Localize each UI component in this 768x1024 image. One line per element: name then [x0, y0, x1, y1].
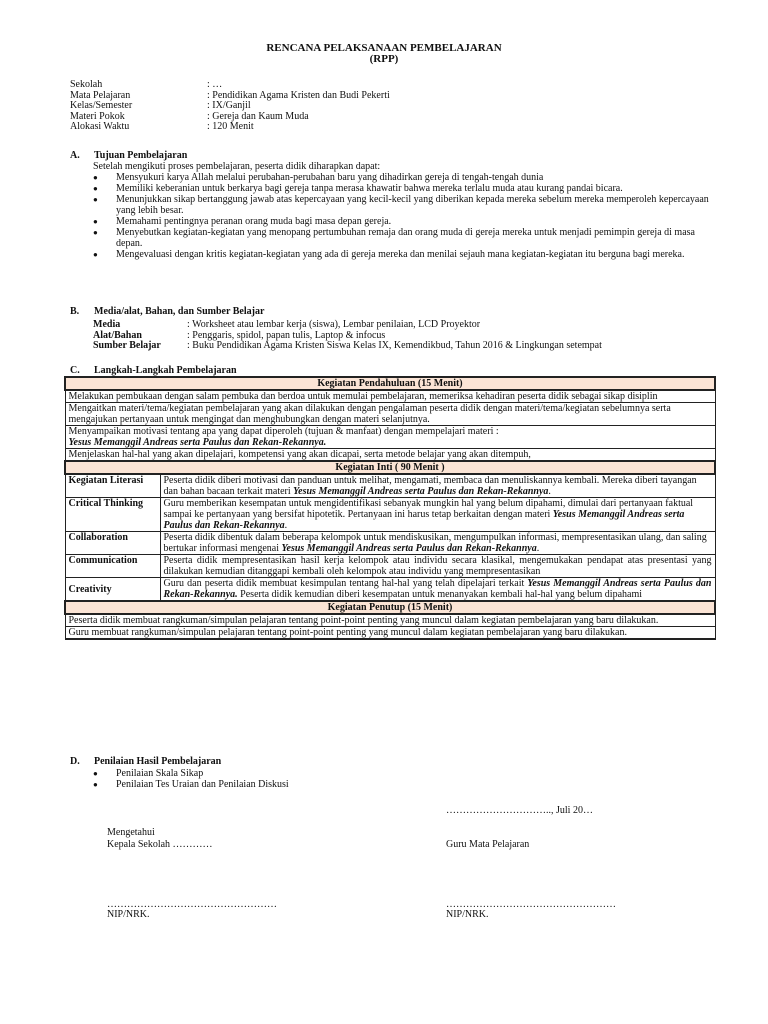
media-key: Media: [93, 319, 121, 330]
info-row: [70, 121, 390, 132]
activity-category: Critical Thinking: [65, 498, 160, 532]
section-b-heading: B. Media/alat, Bahan, dan Sumber Belajar: [70, 306, 265, 317]
table-cell: Mengaitkan materi/tema/kegiatan pembelajaran yang akan dilakukan dengan pengalaman peserta didik dengan materi/tema/kegiatan sebelumnya serta mengajukan pertanyaan untuk mengingat dan menghubungkan dengan materi selanjutnya.: [65, 403, 715, 426]
info-row: [70, 90, 390, 101]
info-block: [70, 79, 390, 132]
activity-text: Peserta didik diberi motivasi dan panduan untuk melihat, mengamati, membaca dan menuliskannya kembali. Mereka diberi tayangan dan bahan bacaan terkait materi Yesus Memanggil Andreas serta Paulus dan Rekan-Rekannya.: [160, 474, 715, 498]
info-value: : IX/Ganjil: [207, 100, 251, 111]
section-c-heading: C. Langkah-Langkah Pembelajaran: [70, 365, 237, 376]
table-cell: Peserta didik membuat rangkuman/simpulan pelajaran tentang point-point penting yang muncul dalam kegiatan pembelajaran yang baru dilakukan.: [65, 614, 715, 627]
pendahuluan-header: Kegiatan Pendahuluan (15 Menit): [65, 377, 715, 390]
table-cell: Melakukan pembukaan dengan salam pembuka dan berdoa untuk memulai pembelajaran, memeriksa kehadiran peserta didik sebagai sikap disiplin: [65, 390, 715, 403]
info-value: : Pendidikan Agama Kristen dan Budi Pekerti: [207, 89, 390, 101]
info-key: Kelas/Semester: [70, 100, 133, 111]
info-value: : …: [207, 79, 223, 90]
signature-date: ………………………….., Juli 20…: [446, 805, 593, 816]
section-d-heading: D. Penilaian Hasil Pembelajaran: [70, 756, 222, 767]
activity-category: Collaboration: [65, 532, 160, 555]
activity-category: Communication: [65, 555, 160, 578]
activity-text: Guru memberikan kesempatan untuk mengidentifikasi sebanyak mungkin hal yang belum dipahami, dimulai dari pertanyaan faktual sampai ke pertanyaan yang bersifat hipotetik. Pertanyaan ini harus tetap berkaitan dengan materi Yesus Memanggil Andreas serta Paulus dan Rekan-Rekannya.: [160, 498, 715, 532]
media-row: [93, 319, 602, 330]
penutup-header: Kegiatan Penutup (15 Menit): [65, 601, 715, 614]
signature-principal: Kepala Sekolah …………: [107, 839, 213, 850]
list-item: ● Menyebutkan kegiatan-kegiatan yang menopang pertumbuhan remaja dan orang muda di gereja mereka untuk menjadi pemimpin gereja di masa depan.: [93, 227, 718, 249]
list-item: ● Mengevaluasi dengan kritis kegiatan-kegiatan yang ada di gereja mereka dan menilai sejauh mana kegiatan-kegiatan itu berguna bagi mereka.: [93, 249, 718, 260]
signature-line-left: ……………………………………………: [107, 899, 277, 910]
nip-left: NIP/NRK.: [107, 909, 150, 920]
media-value: : Worksheet atau lembar kerja (siswa), Lembar penilaian, LCD Proyektor: [187, 319, 481, 330]
signature-line-right: ……………………………………………: [446, 899, 616, 910]
list-item: ● Memiliki keberanian untuk berkarya bagi gereja tanpa merasa khawatir bahwa mereka terlalu muda atau kurang pandai bicara.: [93, 183, 718, 194]
objectives-list: [93, 172, 718, 260]
info-row: [70, 100, 390, 111]
activity-category: Creativity: [65, 578, 160, 602]
media-row: [93, 340, 602, 351]
media-value: : Buku Pendidikan Agama Kristen Siswa Kelas IX, Kemendikbud, Tahun 2016 & Lingkungan setempat: [187, 340, 602, 351]
signature-teacher: Guru Mata Pelajaran: [446, 839, 530, 850]
assessment-list: [93, 768, 718, 790]
activity-text: Guru dan peserta didik membuat kesimpulan tentang hal-hal yang telah dipelajari terkait Yesus Memanggil Andreas serta Paulus dan Rekan-Rekannya. Peserta didik kemudian diberi kesempatan untuk menanyakan kembali hal-hal yang belum dipahami: [160, 578, 715, 602]
list-item: ● Penilaian Skala Sikap: [93, 768, 718, 779]
info-row: [70, 79, 390, 90]
table-cell: Menjelaskan hal-hal yang akan dipelajari, kompetensi yang akan dicapai, serta metode belajar yang akan ditempuh,: [65, 449, 715, 462]
info-key: Sekolah: [70, 79, 103, 90]
learning-steps-table: [64, 376, 716, 640]
media-row: [93, 330, 602, 341]
info-key: Alokasi Waktu: [70, 121, 130, 132]
table-cell: Guru membuat rangkuman/simpulan pelajaran tentang point-point penting yang muncul dalam kegiatan pembelajaran yang baru dilakukan.: [65, 627, 715, 640]
info-key: Mata Pelajaran: [70, 89, 131, 101]
media-block: [93, 319, 602, 351]
section-a-heading: A. Tujuan Pembelajaran: [70, 150, 188, 161]
table-cell: Menyampaikan motivasi tentang apa yang dapat diperoleh (tujuan & manfaat) dengan mempelajari materi : Yesus Memanggil Andreas serta Paulus dan Rekan-Rekannya.: [65, 426, 715, 449]
inti-header: Kegiatan Inti ( 90 Menit ): [65, 461, 715, 474]
media-value: : Penggaris, spidol, papan tulis, Laptop & infocus: [187, 329, 386, 341]
nip-right: NIP/NRK.: [446, 909, 489, 920]
activity-text: Peserta didik dibentuk dalam beberapa kelompok untuk mendiskusikan, mengumpulkan informasi, mempresentasikan ulang, dan saling bertukar informasi mengenai Yesus Memanggil Andreas serta Paulus dan Rekan-Rekannya.: [160, 532, 715, 555]
info-value: : Gereja dan Kaum Muda: [207, 110, 309, 122]
list-item: ● Memahami pentingnya peranan orang muda bagi masa depan gereja.: [93, 216, 718, 227]
document-title: RENCANA PELAKSANAAN PEMBELAJARAN: [266, 42, 502, 54]
media-key: Sumber Belajar: [93, 340, 161, 351]
section-a-intro: Setelah mengikuti proses pembelajaran, peserta didik diharapkan dapat:: [93, 161, 381, 172]
document-subtitle: (RPP): [369, 53, 399, 65]
info-key: Materi Pokok: [70, 110, 125, 122]
media-key: Alat/Bahan: [93, 329, 142, 341]
signature-mengetahui: Mengetahui: [107, 827, 155, 838]
list-item: ● Penilaian Tes Uraian dan Penilaian Diskusi: [93, 779, 718, 790]
info-row: [70, 111, 390, 122]
list-item: ● Menunjukkan sikap bertanggung jawab atas kepercayaan yang kecil-kecil yang diberikan kepada mereka sebelum mereka memperoleh kepercayaan yang lebih besar.: [93, 194, 718, 216]
activity-category: Kegiatan Literasi: [65, 474, 160, 498]
list-item: ● Mensyukuri karya Allah melalui perubahan-perubahan baru yang dihadirkan gereja di tengah-tengah dunia: [93, 172, 718, 183]
info-value: : 120 Menit: [207, 121, 254, 132]
activity-text: Peserta didik mempresentasikan hasil kerja kelompok atau individu secara klasikal, mengemukakan pendapat atas presentasi yang dilakukan kemudian ditanggapi kembali oleh kelompok atau individu yang mempresentasikan: [160, 555, 715, 578]
